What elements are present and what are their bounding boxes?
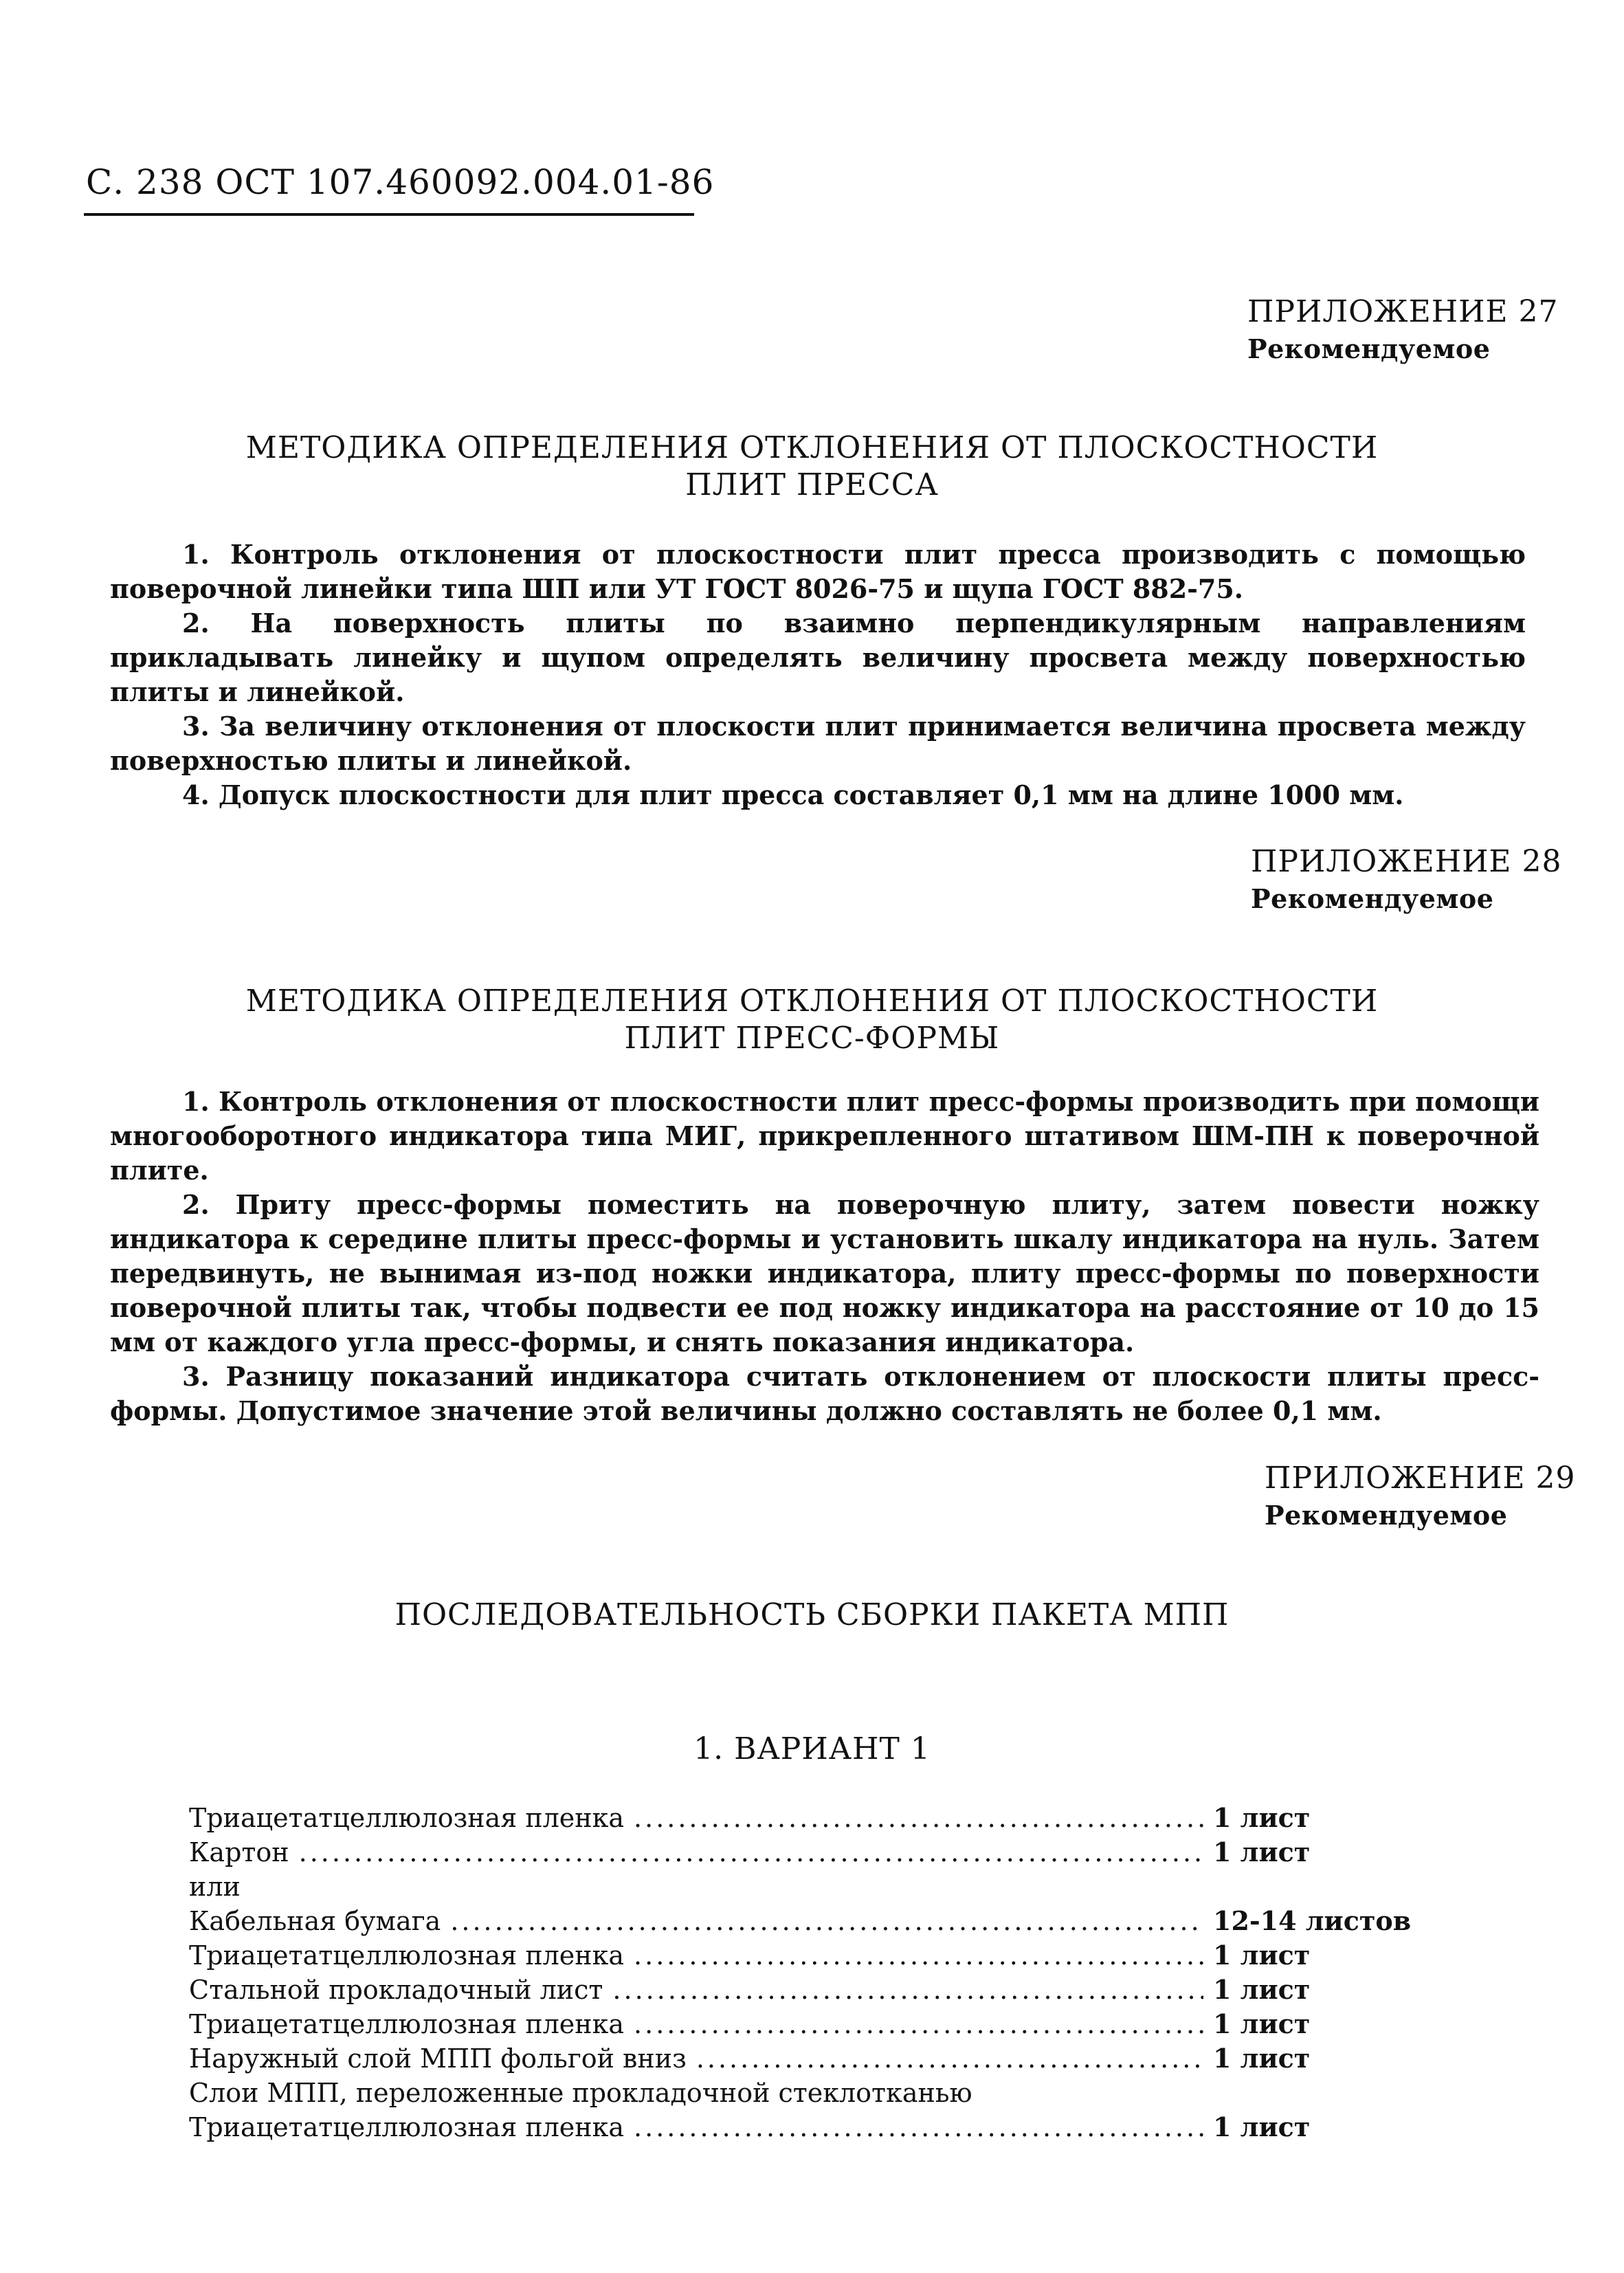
list-item bbox=[189, 1973, 1440, 2007]
item-qty: 1 лист bbox=[1213, 2043, 1311, 2074]
title-line: МЕТОДИКА ОПРЕДЕЛЕНИЯ ОТКЛОНЕНИЯ ОТ ПЛОСКОСТНОСТИ bbox=[245, 430, 1379, 465]
item-name: или bbox=[189, 1872, 241, 1902]
leader-dots bbox=[696, 2041, 1203, 2076]
page-header: С. 238 ОСТ 107.460092.004.01-86 bbox=[86, 162, 715, 202]
item-qty: 1 лист bbox=[1213, 1802, 1311, 1833]
item-qty: 1 лист bbox=[1213, 1974, 1311, 2005]
appendix-label: ПРИЛОЖЕНИЕ 27 bbox=[1247, 294, 1559, 329]
leader-dots bbox=[612, 1973, 1203, 2007]
appendix-28-title bbox=[0, 983, 1624, 1057]
title-line: ПЛИТ ПРЕСС-ФОРМЫ bbox=[624, 1021, 1000, 1056]
item-name: Стальной прокладочный лист bbox=[189, 1975, 603, 2005]
list-item bbox=[189, 1904, 1440, 1938]
list-item bbox=[189, 2110, 1440, 2144]
item-qty: 12-14 листов bbox=[1213, 1905, 1412, 1936]
title-line: МЕТОДИКА ОПРЕДЕЛЕНИЯ ОТКЛОНЕНИЯ ОТ ПЛОСКОСТНОСТИ bbox=[245, 984, 1379, 1019]
list-item bbox=[189, 2076, 1440, 2110]
list-item bbox=[189, 1938, 1440, 1973]
paragraph: 1. Контроль отклонения от плоскостности плит пресс-формы производить при помощи многооборотного индикатора типа МИГ, прикрепленного штативом ШМ-ПН к поверочной плите. bbox=[110, 1086, 1539, 1186]
item-name: Картон bbox=[189, 1837, 289, 1867]
list-item bbox=[189, 2007, 1440, 2041]
item-name: Кабельная бумага bbox=[189, 1906, 441, 1936]
leader-dots bbox=[299, 1835, 1203, 1870]
appendix-28-heading bbox=[1251, 844, 1562, 914]
appendix-status: Рекомендуемое bbox=[1251, 883, 1494, 914]
item-name: Слои МПП, переложенные прокладочной стеклотканью bbox=[189, 2078, 972, 2108]
paragraph: 1. Контроль отклонения от плоскостности плит пресса производить с помощью поверочной линейки типа ШП или УТ ГОСТ 8026-75 и щупа ГОСТ 882-75. bbox=[110, 539, 1526, 604]
assembly-sequence-list bbox=[189, 1801, 1440, 2144]
appendix-29-heading bbox=[1265, 1461, 1576, 1531]
appendix-label: ПРИЛОЖЕНИЕ 28 bbox=[1251, 844, 1562, 879]
list-item bbox=[189, 1870, 1440, 1904]
appendix-27-heading bbox=[1247, 294, 1559, 364]
leader-dots bbox=[634, 2110, 1203, 2144]
item-qty: 1 лист bbox=[1213, 1940, 1311, 1971]
appendix-29-title bbox=[0, 1597, 1624, 1634]
title-line: ПОСЛЕДОВАТЕЛЬНОСТЬ СБОРКИ ПАКЕТА МПП bbox=[394, 1597, 1230, 1632]
item-name: Триацетатцеллюлозная пленка bbox=[189, 1940, 625, 1971]
appendix-27-title bbox=[0, 430, 1624, 504]
list-item bbox=[189, 1835, 1440, 1870]
variant-heading: 1. ВАРИАНТ 1 bbox=[693, 1731, 931, 1766]
title-line: ПЛИТ ПРЕССА bbox=[685, 467, 939, 502]
header-underline bbox=[84, 213, 694, 216]
appendix-label: ПРИЛОЖЕНИЕ 29 bbox=[1265, 1461, 1576, 1496]
leader-dots bbox=[634, 1801, 1203, 1835]
item-name: Триацетатцеллюлозная пленка bbox=[189, 2112, 625, 2142]
paragraph: 2. Приту пресс-формы поместить на поверочную плиту, затем повести ножку индикатора к середине плиты пресс-формы и установить шкалу индикатора на нуль. Затем передвинуть, не вынимая из-под ножки индикатора, плиту пресс-формы по поверхности поверочной плиты так, чтобы подвести ее под ножку индикатора на расстояние от 10 до 15 мм от каждого угла пресс-формы, и снять показания индикатора. bbox=[110, 1189, 1539, 1357]
list-item bbox=[189, 2041, 1440, 2076]
appendix-28-body bbox=[110, 1085, 1539, 1428]
variant-title bbox=[0, 1731, 1624, 1768]
item-name: Наружный слой МПП фольгой вниз bbox=[189, 2043, 687, 2074]
item-name: Триацетатцеллюлозная пленка bbox=[189, 2009, 625, 2039]
appendix-status: Рекомендуемое bbox=[1265, 1500, 1508, 1531]
paragraph: 3. За величину отклонения от плоскости плит принимается величина просвета между поверхностью плиты и линейкой. bbox=[110, 711, 1526, 776]
list-item bbox=[189, 1801, 1440, 1835]
item-name: Триацетатцеллюлозная пленка bbox=[189, 1803, 625, 1833]
leader-dots bbox=[634, 2007, 1203, 2041]
item-qty: 1 лист bbox=[1213, 2111, 1311, 2142]
paragraph: 2. На поверхность плиты по взаимно перпендикулярным направлениям прикладывать линейку и щупом определять величину просвета между поверхностью плиты и линейкой. bbox=[110, 608, 1526, 707]
appendix-27-body bbox=[110, 537, 1526, 812]
item-qty: 1 лист bbox=[1213, 1837, 1311, 1867]
leader-dots bbox=[634, 1938, 1203, 1973]
appendix-status: Рекомендуемое bbox=[1247, 333, 1491, 364]
item-qty: 1 лист bbox=[1213, 2008, 1311, 2039]
paragraph: 4. Допуск плоскостности для плит пресса составляет 0,1 мм на длине 1000 мм. bbox=[182, 779, 1404, 810]
paragraph: 3. Разницу показаний индикатора считать отклонением от плоскости плиты пресс-формы. Допустимое значение этой величины должно составлять не более 0,1 мм. bbox=[110, 1361, 1539, 1426]
leader-dots bbox=[450, 1904, 1203, 1938]
